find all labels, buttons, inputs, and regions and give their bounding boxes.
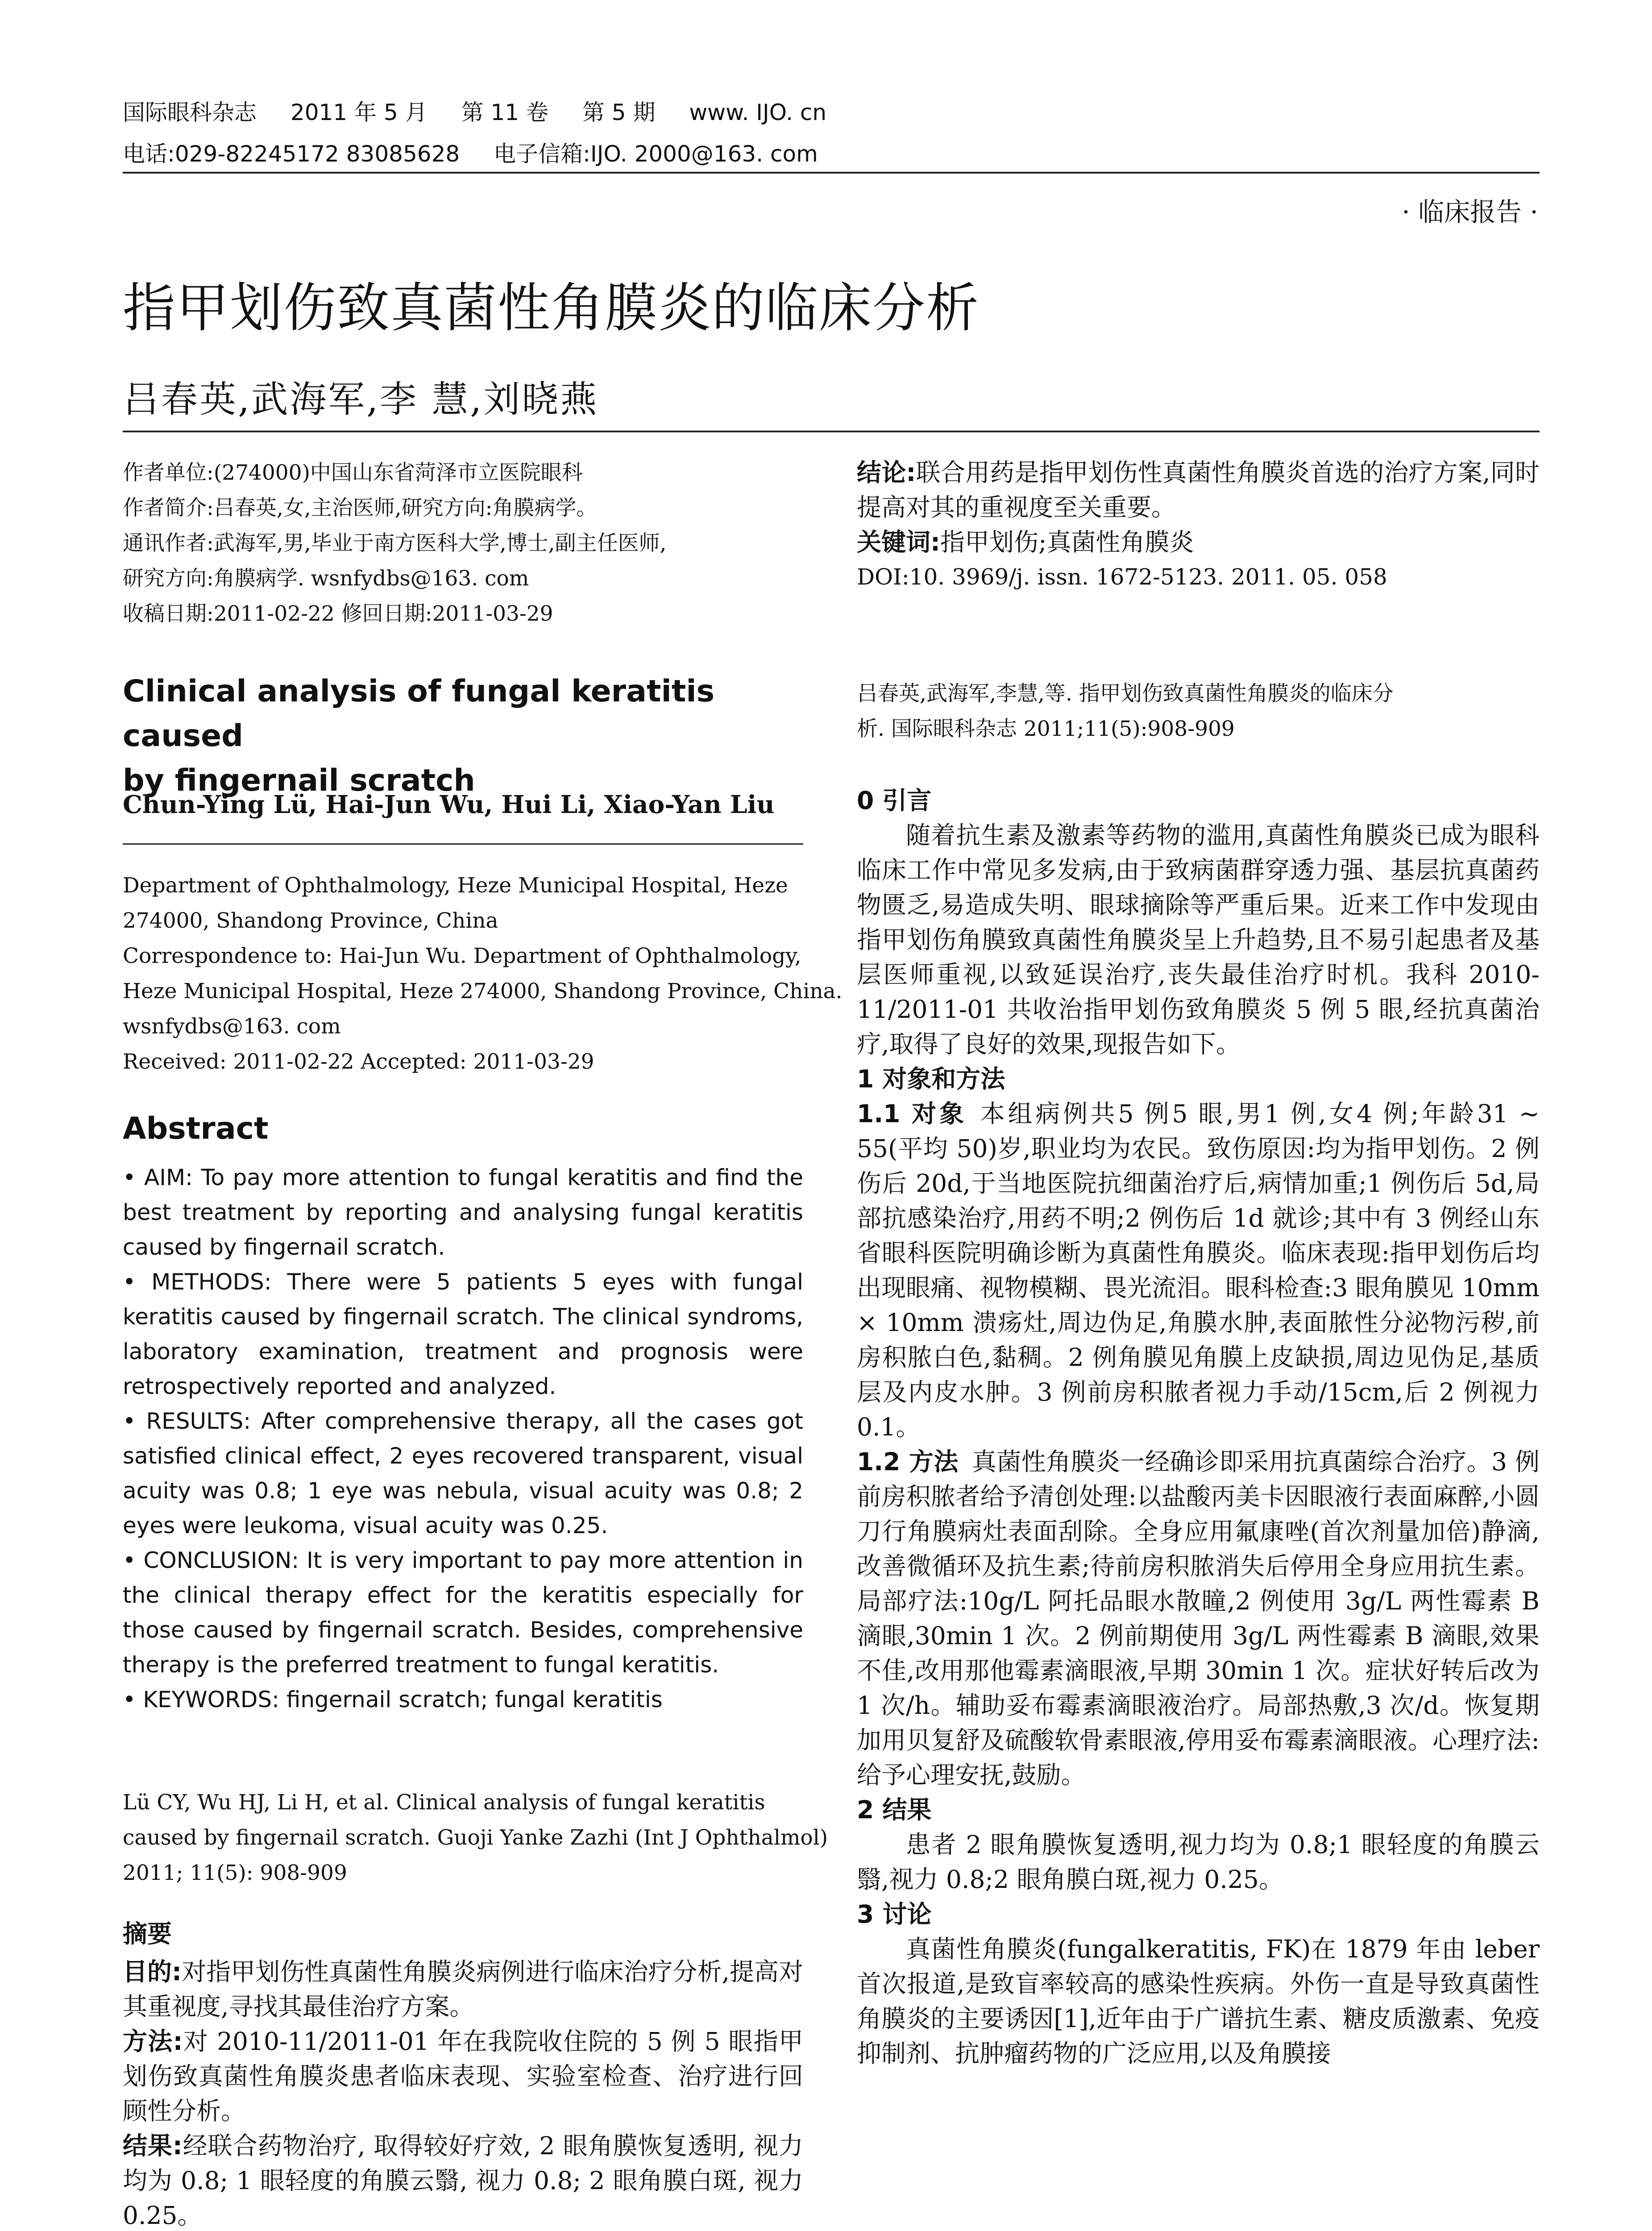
english-title-line: by fingernail scratch	[123, 763, 475, 798]
dept-line: Heze Municipal Hospital, Heze 274000, Shandong Province, China.	[123, 979, 843, 1004]
chinese-abstract-heading: 摘要	[123, 1920, 172, 1948]
corresponding-author: 通讯作者:武海军,男,毕业于南方医科大学,博士,副主任医师,	[123, 531, 667, 556]
dept-line: 274000, Shandong Province, China	[123, 908, 498, 933]
subjects-paragraph	[857, 1096, 1540, 1444]
methods-label: 1.2 方法	[857, 1447, 959, 1476]
cn-abstract-aim-text: 对指甲划伤性真菌性角膜炎病例进行临床治疗分析,提高对其重视度,寻找其最佳治疗方案。	[123, 1957, 804, 2021]
english-title-line: Clinical analysis of fungal keratitis caused	[123, 674, 715, 754]
abstract-results: • RESULTS: After comprehensive therapy, all the cases got satisfied clinical effect, 2 eyes recovered transparent, visual acuity was 0.8; 1 eye was nebula, visual acuity was 0.8; 2 eyes were leukoma, visual acuity was 0.25.	[123, 1408, 803, 1538]
english-authors-rule	[123, 843, 803, 845]
discussion-paragraph: 真菌性角膜炎(fungalkeratitis, FK)在 1879 年由 leber 首次报道,是致盲率较高的感染性疾病。外伤一直是导致真菌性角膜炎的主要诱因[1],近年由于广谱抗生素、糖皮质激素、免疫抑制剂、抗肿瘤药物的广泛应用,以及角膜接	[857, 1935, 1540, 2068]
cn-abstract-results-label: 结果:	[123, 2131, 183, 2160]
author-info	[123, 455, 803, 631]
english-authors: Chun-Ying Lü, Hai-Jun Wu, Hui Li, Xiao-Yan Liu	[123, 790, 775, 819]
cn-abstract-methods	[123, 2024, 803, 2128]
cn-abstract-methods-label: 方法:	[123, 2027, 183, 2056]
abstract-heading: Abstract	[123, 1111, 269, 1146]
issue: 第 5 期	[582, 100, 656, 125]
cn-abstract-methods-text: 对 2010-11/2011-01 年在我院收住院的 5 例 5 眼指甲划伤致真菌性角膜炎患者临床表现、实验室检查、治疗进行回顾性分析。	[123, 2027, 803, 2125]
header-rule	[123, 172, 1540, 174]
cn-keywords-label: 关键词:	[857, 528, 940, 556]
methods-heading: 1 对象和方法	[857, 1065, 1005, 1093]
cn-abstract-aim	[123, 1954, 803, 2024]
english-title	[123, 669, 803, 803]
citation-line: caused by fingernail scratch. Guoji Yanke Zazhi (Int J Ophthalmol)	[123, 1825, 828, 1850]
received-dates: 收稿日期:2011-02-22 修回日期:2011-03-29	[123, 601, 553, 626]
methods-text: 真菌性角膜炎一经确诊即采用抗真菌综合治疗。3 例前房积脓者给予清创处理:以盐酸丙美卡因眼液行表面麻醉,小圆刀行角膜病灶表面刮除。全身应用氟康唑(首次剂量加倍)静滴,改善微循环及抗生素;待前房积脓消失后停用全身应用抗生素。局部疗法:10g/L 阿托品眼水散瞳,2 例使用 3g/L 两性霉素 B 滴眼,30min 1 次。2 例前期使用 3g/L 两性霉素 B 滴眼,效果不佳,改用那他霉素滴眼液,早期 30min 1 次。症状好转后改为 1 次/h。辅助妥布霉素滴眼液治疗。局部热敷,3 次/d。恢复期加用贝复舒及硫酸软骨素眼液,停用妥布霉素滴眼液。心理疗法:给予心理安抚,鼓励。	[857, 1447, 1540, 1789]
email-link[interactable]: 电子信箱:IJO. 2000@163. com	[494, 141, 818, 167]
running-header-journal	[123, 95, 853, 127]
author-bio: 作者简介:吕春英,女,主治医师,研究方向:角膜病学。	[123, 496, 598, 520]
abstract-conclusion: • CONCLUSION: It is very important to pay more attention in the clinical therapy effect for the keratitis especially for those caused by fingernail scratch. Besides, comprehensive therapy is the preferred treatment to fungal keratitis.	[123, 1547, 803, 1678]
cn-keywords-text: 指甲划伤;真菌性角膜炎	[940, 528, 1194, 556]
main-body	[857, 783, 1540, 2071]
phone: 电话:029-82245172 83085628	[123, 141, 460, 167]
issue-date: 2011 年 5 月	[290, 100, 428, 125]
authors-cn: 吕春英,武海军,李 慧,刘晓燕	[123, 378, 599, 421]
abstract-body	[123, 1160, 803, 1717]
intro-paragraph: 随着抗生素及激素等药物的滥用,真菌性角膜炎已成为眼科临床工作中常见多发病,由于致病菌群穿透力强、基层抗真菌药物匮乏,易造成失明、眼球摘除等严重后果。近来工作中发现由指甲划伤角膜致真菌性角膜炎呈上升趋势,且不易引起患者及基层医师重视,以致延误治疗,丧失最佳治疗时机。我科 2010-11/2011-01 共收治指甲划伤致角膜炎 5 例 5 眼,经抗真菌治疗,取得了良好的效果,现报告如下。	[857, 821, 1540, 1058]
citation-line: 2011; 11(5): 908-909	[123, 1861, 347, 1885]
citation-line: Lü CY, Wu HJ, Li H, et al. Clinical analysis of fungal keratitis	[123, 1790, 765, 1815]
dept-line: Department of Ophthalmology, Heze Municipal Hospital, Heze	[123, 873, 788, 898]
abstract-methods: • METHODS: There were 5 patients 5 eyes with fungal keratitis caused by fingernail scratch. The clinical syndroms, laboratory examination, treatment and prognosis were retrospectively reported and analyzed.	[123, 1269, 803, 1399]
cn-keywords	[857, 525, 1540, 560]
subjects-text: 本组病例共5 例5 眼,男1 例,女4 例;年龄31 ~ 55(平均 50)岁,职业均为农民。致伤原因:均为指甲划伤。2 例伤后 20d,于当地医院抗细菌治疗后,病情加重;1 例伤后 5d,局部抗感染治疗,用药不明;2 例伤后 1d 就诊;其中有 3 例经山东省眼科医院明确诊断为真菌性角膜炎。临床表现:指甲划伤后均出现眼痛、视物模糊、畏光流泪。眼科检查:3 眼角膜见 10mm × 10mm 溃疡灶,周边伪足,角膜水肿,表面脓性分泌物污秽,前房积脓白色,黏稠。2 例角膜见角膜上皮缺损,周边见伪足,基质层及内皮水肿。3 例前房积脓者视力手动/15cm,后 2 例视力 0.1。	[857, 1099, 1540, 1441]
results-heading: 2 结果	[857, 1796, 932, 1824]
email-line: wsnfydbs@163. com	[123, 1014, 341, 1039]
citation-cn-line: 析. 国际眼科杂志 2011;11(5):908-909	[857, 717, 1235, 741]
cn-abstract-conclusion-text: 联合用药是指甲划伤性真菌性角膜炎首选的治疗方案,同时提高对其的重视度至关重要。	[857, 458, 1540, 522]
volume: 第 11 卷	[461, 100, 548, 125]
abstract-keywords: • KEYWORDS: fingernail scratch; fungal keratitis	[123, 1687, 663, 1713]
author-affiliation: 作者单位:(274000)中国山东省菏泽市立医院眼科	[123, 460, 583, 485]
website-link[interactable]: www. IJO. cn	[689, 100, 827, 125]
english-affiliation	[123, 868, 843, 1079]
cn-abstract-results	[123, 2128, 803, 2231]
cn-abstract-conclusion-label: 结论:	[857, 458, 916, 487]
cn-abstract-conclusion	[857, 455, 1540, 525]
received-accepted: Received: 2011-02-22 Accepted: 2011-03-29	[123, 1049, 594, 1074]
cn-abstract-aim-label: 目的:	[123, 1957, 182, 1986]
chinese-abstract-continued	[857, 455, 1540, 595]
intro-heading: 0 引言	[857, 786, 932, 815]
title-rule	[123, 431, 1540, 432]
cn-abstract-results-text: 经联合药物治疗, 取得较好疗效, 2 眼角膜恢复透明, 视力均为 0.8; 1 眼轻度的角膜云翳, 视力 0.8; 2 眼角膜白斑, 视力 0.25。	[123, 2131, 803, 2230]
correspondence-line: Correspondence to: Hai-Jun Wu. Department of Ophthalmology,	[123, 944, 801, 968]
citation-chinese	[857, 676, 1540, 746]
running-header-contact	[123, 136, 845, 168]
research-direction: 研究方向:角膜病学. wsnfydbs@163. com	[123, 566, 529, 591]
chinese-abstract	[123, 1954, 803, 2231]
results-paragraph: 患者 2 眼角膜恢复透明,视力均为 0.8;1 眼轻度的角膜云翳,视力 0.8;2 眼角膜白斑,视力 0.25。	[857, 1830, 1540, 1894]
discussion-heading: 3 讨论	[857, 1900, 932, 1928]
section-label: · 临床报告 ·	[1402, 197, 1538, 227]
doi: DOI:10. 3969/j. issn. 1672-5123. 2011. 05. 058	[857, 564, 1387, 590]
subjects-label: 1.1 对象	[857, 1099, 967, 1128]
journal-name: 国际眼科杂志	[123, 100, 257, 125]
paper-title: 指甲划伤致真菌性角膜炎的临床分析	[123, 277, 980, 339]
abstract-aim: • AIM: To pay more attention to fungal keratitis and find the best treatment by reporting and analysing fungal keratitis caused by fingernail scratch.	[123, 1165, 803, 1260]
citation-cn-line: 吕春英,武海军,李慧,等. 指甲划伤致真菌性角膜炎的临床分	[857, 681, 1394, 706]
citation-english	[123, 1785, 828, 1891]
methods-paragraph	[857, 1444, 1540, 1792]
